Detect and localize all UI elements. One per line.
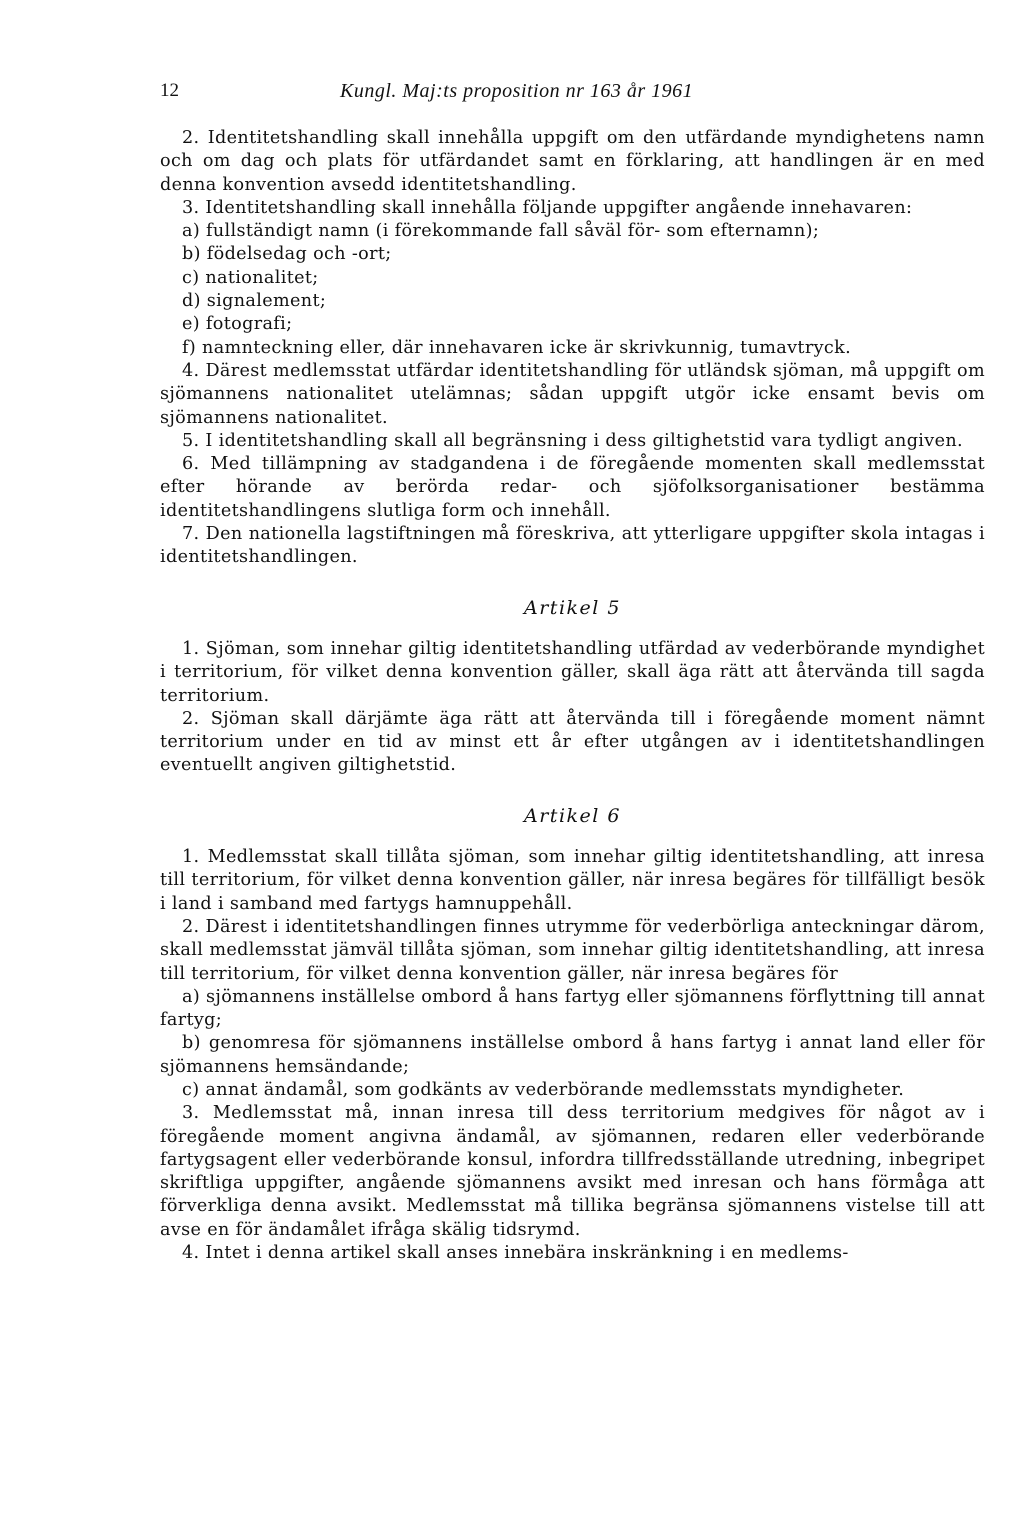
paragraph: 2. Därest i identitetshandlingen finnes utrymme för vederbörliga anteckningar därom, skall medlemsstat jämväl tillåta sjöman, som innehar giltig identitetshandling, att inresa till territorium, för vilket denna konvention gäller, när inresa begäres för	[160, 916, 985, 984]
running-title: Kungl. Maj:ts proposition nr 163 år 1961	[340, 80, 694, 102]
paragraph: 2. Sjöman skall därjämte äga rätt att återvända till i föregående moment nämnt territorium under en tid av minst ett år efter utgången av i identitetshandlingen eventuellt angiven giltighetstid.	[160, 708, 985, 776]
article-heading: Artikel 5	[524, 596, 621, 619]
list-item: b) genomresa för sjömannens inställelse ombord å hans fartyg i annat land eller för sjömannens hemsändande;	[160, 1033, 985, 1077]
list-item: d) signalement;	[182, 291, 327, 312]
paragraph: 6. Med tillämpning av stadgandena i de föregående momenten skall medlemsstat efter hörande av berörda redar- och sjöfolksorganisationer bestämma identitetshandlingens slutliga form och innehåll.	[160, 454, 985, 521]
paragraph: 4. Därest medlemsstat utfärdar identitetshandling för utländsk sjöman, må uppgift om sjömannens nationalitet utelämnas; sådan uppgift utgör icke ensamt bevis om sjömannens nationalitet.	[160, 360, 985, 428]
list-item: e) fotografi;	[182, 314, 293, 335]
list-item: a) fullständigt namn (i förekommande fall såväl för- som efternamn);	[182, 221, 820, 242]
article-heading: Artikel 6	[524, 804, 621, 827]
page-header	[160, 80, 986, 110]
paragraph: 1. Medlemsstat skall tillåta sjöman, som innehar giltig identitetshandling, att inresa till territorium, för vilket denna konvention gäller, när inresa begäres för tillfälligt besök i land i samband med fartygs hamnuppehåll.	[160, 847, 985, 914]
list-item: b) födelsedag och -ort;	[182, 244, 392, 265]
document-body	[160, 127, 985, 1265]
paragraph: 5. I identitetshandling skall all begränsning i dess giltighetstid vara tydligt angiven.	[182, 430, 963, 451]
paragraph: 7. Den nationella lagstiftningen må föreskriva, att ytterligare uppgifter skola intagas i identitetshandlingen.	[160, 524, 985, 568]
page-number: 12	[160, 80, 179, 101]
list-item: c) nationalitet;	[182, 267, 319, 288]
list-item: a) sjömannens inställelse ombord å hans fartyg eller sjömannens förflyttning till annat fartyg;	[160, 986, 985, 1031]
paragraph: 4. Intet i denna artikel skall anses innebära inskränkning i en medlems-	[182, 1243, 849, 1264]
paragraph: 3. Identitetshandling skall innehålla följande uppgifter angående innehavaren:	[182, 197, 913, 218]
paragraph: 1. Sjöman, som innehar giltig identitetshandling utfärdad av vederbörande myndighet i territorium, för vilket denna konvention gäller, skall äga rätt att återvända till sagda territorium.	[160, 638, 985, 706]
paragraph: 3. Medlemsstat må, innan inresa till dess territorium medgives för något av i föregående moment angivna ändamål, av sjömannen, redaren eller vederbörande fartygsagent eller vederbörande konsul, infordra tillfredsställande utredning, inbegripet skriftliga uppgifter, angående sjömannens avsikt med inresan och hans förmåga att förverkliga denna avsikt. Medlemsstat må tillika begränsa sjömannens vistelse till att avse en för ändamålet ifråga skälig tidsrymd.	[160, 1103, 985, 1240]
list-item: f) namnteckning eller, där innehavaren icke är skrivkunnig, tumavtryck.	[182, 337, 852, 358]
paragraph: 2. Identitetshandling skall innehålla uppgift om den utfärdande myndighetens namn och om dag och plats för utfärdandet samt en förklaring, att handlingen är en med denna konvention avsedd identitetshandling.	[160, 128, 985, 195]
list-item: c) annat ändamål, som godkänts av vederbörande medlemsstats myndigheter.	[182, 1079, 905, 1100]
